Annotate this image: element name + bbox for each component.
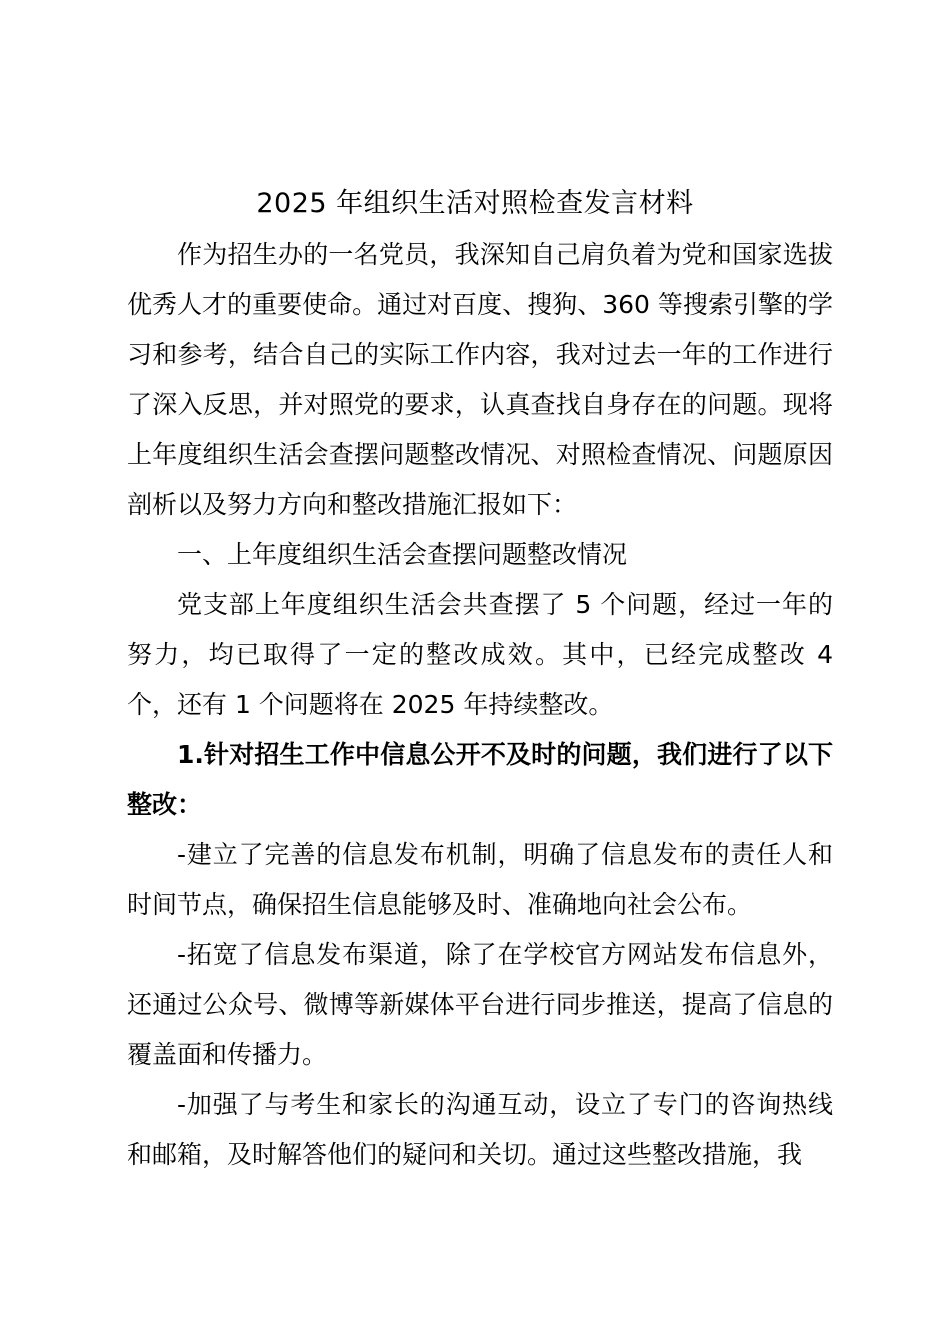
subsection-heading: 1.针对招生工作中信息公开不及时的问题，我们进行了以下整改： xyxy=(127,740,833,819)
paragraph-intro: 作为招生办的一名党员，我深知自己肩负着为党和国家选拔优秀人才的重要使命。通过对百度、搜狗、360 等搜索引擎的学习和参考，结合自己的实际工作内容，我对过去一年的工作进行了深入反思，并对照党的要求，认真查找自身存在的问题。现将上年度组织生活会查摆问题整改情况、对照检查情况、问题原因剖析以及努力方向和整改措施汇报如下： xyxy=(127,240,833,519)
document-title: 2025 年组织生活对照检查发言材料 xyxy=(256,188,694,219)
document-body xyxy=(127,230,833,1180)
paragraph-measure-2: -拓宽了信息发布渠道，除了在学校官方网站发布信息外，还通过公众号、微博等新媒体平台进行同步推送，提高了信息的覆盖面和传播力。 xyxy=(127,940,833,1069)
paragraph-summary: 党支部上年度组织生活会共查摆了 5 个问题，经过一年的努力，均已取得了一定的整改成效。其中，已经完成整改 4 个，还有 1 个问题将在 2025 年持续整改。 xyxy=(127,590,833,719)
paragraph-measure-1: -建立了完善的信息发布机制，明确了信息发布的责任人和时间节点，确保招生信息能够及时、准确地向社会公布。 xyxy=(127,840,833,919)
section-heading: 一、上年度组织生活会查摆问题整改情况 xyxy=(177,540,628,569)
paragraph-measure-3: -加强了与考生和家长的沟通互动，设立了专门的咨询热线和邮箱，及时解答他们的疑问和关切。通过这些整改措施，我 xyxy=(127,1090,833,1169)
